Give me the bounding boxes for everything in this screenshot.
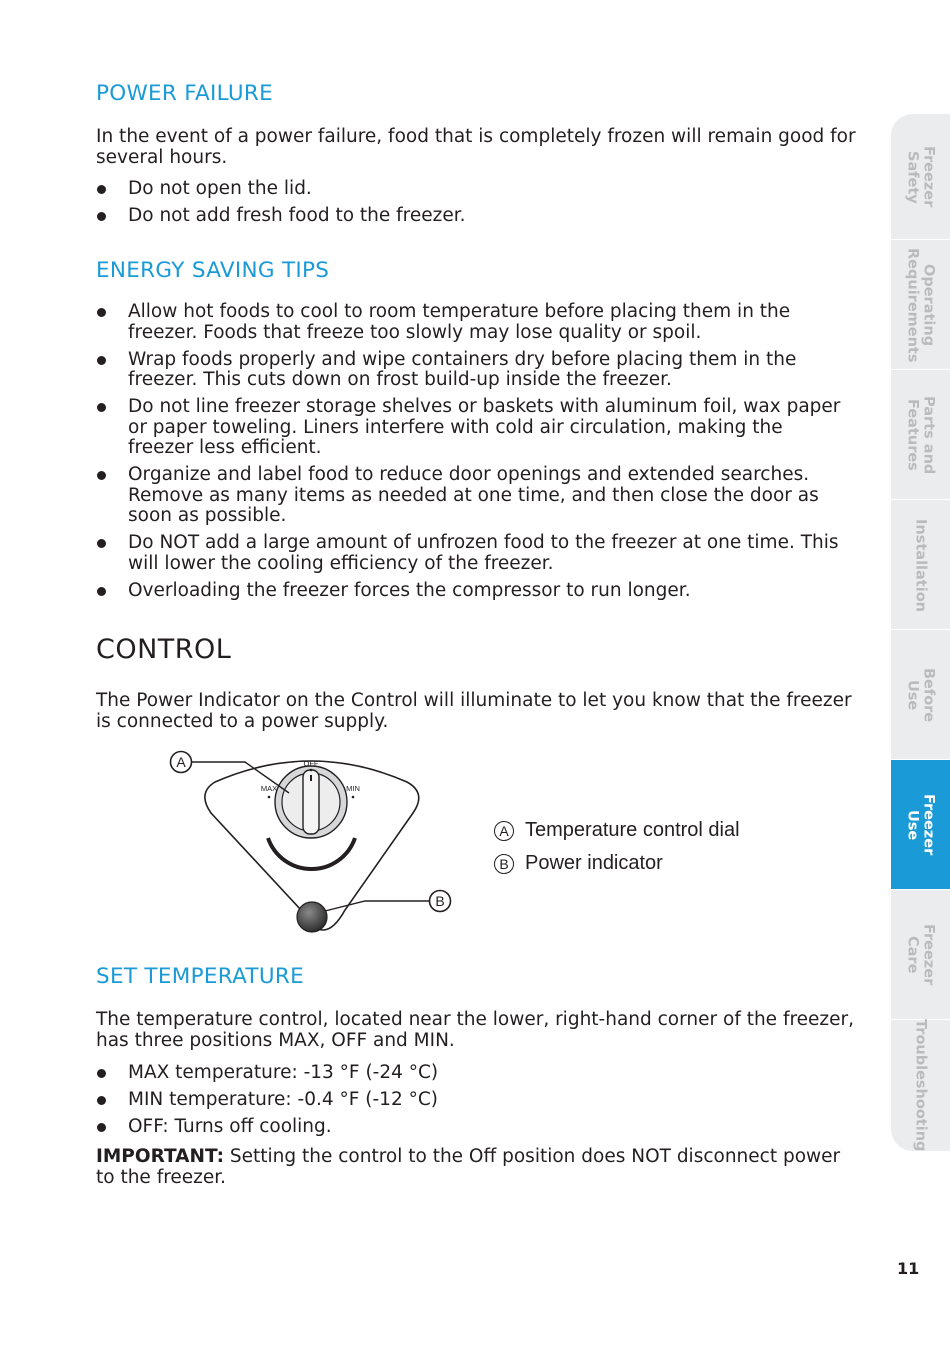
- legend-badge-a: A: [494, 821, 514, 841]
- legend-row-a: [494, 814, 740, 847]
- list-item: OFF: Turns off cooling.: [96, 1117, 841, 1138]
- list-item: Do NOT add a large amount of unfrozen food to the freezer at one time. This will lower the cooling efficiency of the freezer.: [96, 533, 841, 574]
- list-item: Do not add fresh food to the freezer.: [96, 206, 841, 227]
- tab-freezer-safety[interactable]: [891, 113, 950, 240]
- off-dot: [310, 769, 313, 772]
- tab-label: Installation: [912, 518, 929, 612]
- label-off: OFF: [303, 759, 319, 768]
- power-indicator-light: [297, 902, 327, 932]
- control-intro: The Power Indicator on the Control will illuminate to let you know that the freezer is connected to a power supply.: [96, 690, 852, 732]
- tab-before-use[interactable]: [891, 629, 950, 760]
- legend-text-b: Power indicator: [525, 852, 663, 874]
- legend-badge-b: B: [494, 854, 514, 874]
- tab-label: Freezer Care: [904, 924, 937, 986]
- important-note: [96, 1147, 856, 1188]
- power-failure-intro: In the event of a power failure, food that is completely frozen will remain good for several hours.: [96, 126, 856, 168]
- tab-label: Freezer Use: [904, 794, 937, 856]
- legend-row-b: [494, 847, 740, 880]
- important-text: Setting the control to the Off position does NOT disconnect power to the freezer.: [96, 1146, 841, 1188]
- set-temperature-intro: The temperature control, located near the lower, right-hand corner of the freezer, has three positions MAX, OFF and MIN.: [96, 1009, 855, 1051]
- energy-saving-heading: ENERGY SAVING TIPS: [96, 258, 330, 283]
- tab-label: Before Use: [904, 667, 937, 723]
- list-item: Do not open the lid.: [96, 179, 841, 200]
- page-number: 11: [897, 1259, 920, 1278]
- tab-freezer-use[interactable]: [891, 759, 950, 890]
- tab-parts-and-features[interactable]: [891, 369, 950, 500]
- list-item: Wrap foods properly and wipe containers dry before placing them in the freezer. This cuts down on frost build-up inside the freezer.: [96, 350, 841, 391]
- tab-label: Operating Requirements: [904, 247, 937, 363]
- power-failure-list: [96, 179, 841, 227]
- tab-label: Troubleshooting: [912, 1019, 929, 1152]
- diagram-legend: [494, 814, 740, 880]
- max-dot: [268, 796, 271, 799]
- tab-freezer-care[interactable]: [891, 889, 950, 1020]
- list-item: MIN temperature: -0.4 °F (-12 °C): [96, 1090, 841, 1111]
- label-max: MAX: [260, 784, 278, 793]
- tab-operating-requirements[interactable]: [891, 239, 950, 370]
- tab-troubleshooting[interactable]: [891, 1019, 950, 1151]
- list-item: MAX temperature: -13 °F (-24 °C): [96, 1063, 841, 1084]
- control-heading: CONTROL: [96, 634, 232, 665]
- min-dot: [352, 796, 355, 799]
- energy-saving-list: [96, 302, 841, 601]
- list-item: Do not line freezer storage shelves or baskets with aluminum foil, wax paper or paper toweling. Liners interfere with cold air circulation, making the freezer less efficient.: [96, 397, 841, 459]
- tab-label: Parts and Features: [904, 395, 937, 475]
- list-item: Allow hot foods to cool to room temperature before placing them in the freezer. Foods that freeze too slowly may lose quality or spoil.: [96, 302, 841, 343]
- tab-installation[interactable]: [891, 499, 950, 630]
- callout-b-label: B: [435, 893, 445, 909]
- power-failure-heading: POWER FAILURE: [96, 81, 274, 106]
- set-temperature-list: [96, 1063, 841, 1138]
- set-temperature-heading: SET TEMPERATURE: [96, 964, 305, 989]
- callout-a-label: A: [176, 754, 186, 770]
- list-item: Organize and label food to reduce door openings and extended searches. Remove as many items as needed at one time, and then close the door as soon as possible.: [96, 465, 841, 527]
- list-item: Overloading the freezer forces the compressor to run longer.: [96, 581, 841, 602]
- legend-text-a: Temperature control dial: [525, 819, 740, 841]
- control-panel-diagram: [165, 745, 485, 950]
- tab-label: Freezer Safety: [904, 146, 937, 208]
- label-min: MIN: [346, 784, 360, 793]
- control-panel-illustration: [165, 745, 485, 950]
- important-label: IMPORTANT:: [96, 1146, 224, 1167]
